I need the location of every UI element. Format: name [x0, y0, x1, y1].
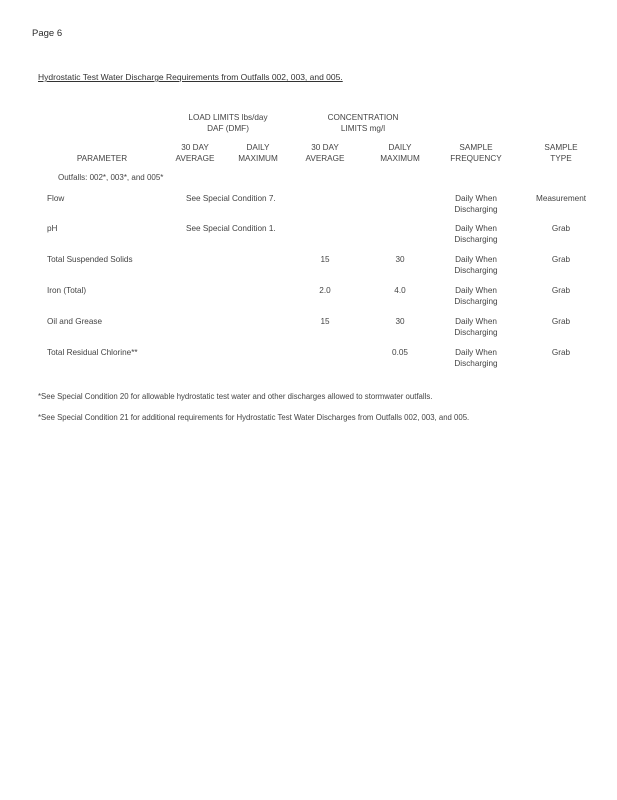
load-note-cell: See Special Condition 1. [186, 224, 276, 233]
frequency-cell: Daily When Discharging [454, 286, 498, 306]
conc-daily-cell: 0.05 [392, 348, 408, 357]
page-number: Page 6 [32, 28, 63, 39]
sample-frequency-header: SAMPLE FREQUENCY [450, 143, 502, 163]
parameter-cell: Flow [47, 194, 65, 203]
outfalls-label: Outfalls: 002*, 003*, and 005* [58, 173, 164, 182]
parameter-cell: Total Residual Chlorine** [47, 348, 138, 357]
type-cell: Grab [551, 286, 571, 295]
footnote-1: *See Special Condition 20 for allowable hydrostatic test water and other discharges allowed to stormwater outfalls. [38, 392, 433, 401]
type-cell: Grab [551, 255, 571, 264]
frequency-cell: Daily When Discharging [454, 255, 498, 275]
parameter-cell: pH [47, 224, 58, 233]
type-cell: Grab [551, 317, 571, 326]
parameter-cell: Iron (Total) [47, 286, 87, 295]
conc-30day-cell: 2.0 [319, 286, 331, 295]
parameter-cell: Total Suspended Solids [47, 255, 133, 264]
frequency-cell: Daily When Discharging [454, 348, 498, 368]
load-daily-header: DAILY MAXIMUM [238, 143, 278, 163]
conc-daily-cell: 4.0 [394, 286, 406, 295]
conc-daily-cell: 30 [395, 255, 405, 264]
type-cell: Grab [551, 224, 571, 233]
concentration-limits-header: CONCENTRATION LIMITS mg/l [327, 113, 399, 133]
frequency-cell: Daily When Discharging [454, 317, 498, 337]
conc-30day-cell: 15 [320, 255, 330, 264]
conc-30day-header: 30 DAY AVERAGE [305, 143, 345, 163]
footnote-2: *See Special Condition 21 for additional requirements for Hydrostatic Test Water Discharges from Outfalls 002, 003, and 005. [38, 413, 470, 422]
load-limits-header: LOAD LIMITS lbs/day DAF (DMF) [188, 113, 268, 133]
conc-daily-cell: 30 [395, 317, 405, 326]
frequency-cell: Daily When Discharging [454, 224, 498, 244]
type-cell: Measurement [536, 194, 587, 203]
sample-type-header: SAMPLE TYPE [544, 143, 578, 163]
parameter-header: PARAMETER [76, 154, 128, 163]
load-note-cell: See Special Condition 7. [186, 194, 276, 203]
conc-30day-cell: 15 [320, 317, 330, 326]
conc-daily-header: DAILY MAXIMUM [380, 143, 420, 163]
load-30day-header: 30 DAY AVERAGE [175, 143, 215, 163]
type-cell: Grab [551, 348, 571, 357]
table-title: Hydrostatic Test Water Discharge Requirements from Outfalls 002, 003, and 005. [38, 72, 343, 82]
parameter-cell: Oil and Grease [47, 317, 103, 326]
frequency-cell: Daily When Discharging [454, 194, 498, 214]
